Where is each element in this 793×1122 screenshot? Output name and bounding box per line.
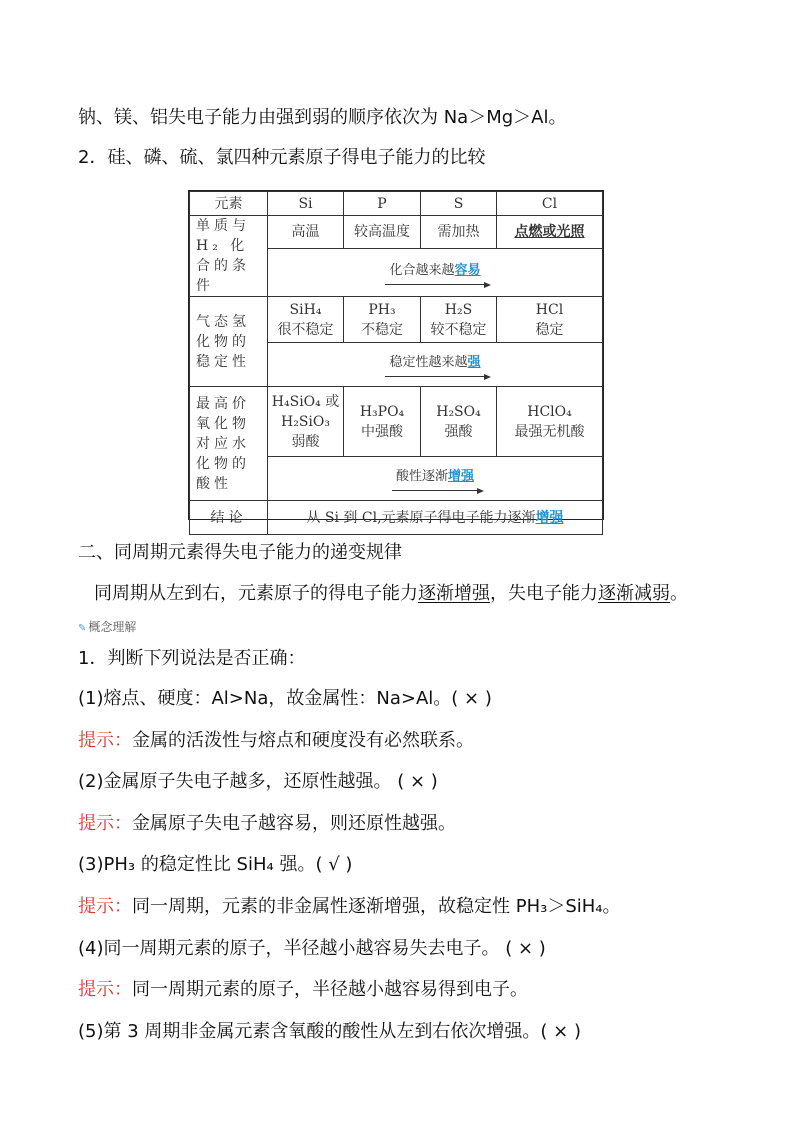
conclusion-text: 从 Si 到 Cl,元素原子得电子能力逐渐 (306, 509, 536, 526)
row-label: 单质与 H₂ 化合的条件 (190, 216, 268, 297)
row-label: 结论 (190, 501, 268, 535)
concept-tag (78, 618, 136, 635)
trend-cell (268, 343, 603, 387)
table-cell (344, 297, 421, 343)
body-text: ，失电子能力 (490, 583, 598, 604)
acidity: 最强无机酸 (514, 423, 585, 440)
table-header-cell: S (421, 192, 497, 216)
body-text: 。 (670, 583, 688, 604)
table-row (190, 216, 603, 249)
trend-arrow (396, 467, 474, 491)
formula: H₃PO₄ (359, 403, 405, 420)
hint-line (78, 895, 621, 919)
question-item: (2)金属原子失电子越多，还原性越强。 ( × ) (78, 771, 438, 792)
acidity: 中强酸 (361, 423, 403, 440)
table-header-cell: P (344, 192, 421, 216)
body-underline: 逐渐减弱 (598, 583, 670, 604)
table-cell (344, 387, 421, 457)
formula: HClO₄ (527, 403, 572, 420)
table-cell (497, 297, 603, 343)
table-cell: 较高温度 (344, 216, 421, 249)
formula: H₂SO₄ (436, 403, 481, 420)
formula: H₂SiO₃ (281, 413, 330, 430)
table-cell (268, 387, 344, 457)
stability: 不稳定 (361, 321, 403, 338)
table-header-cell: Cl (497, 192, 603, 216)
hint-text: 同一周期元素的原子，半径越小越容易得到电子。 (132, 979, 528, 1000)
row-label: 最高价氧化物对应水化物的酸性 (190, 387, 268, 501)
question-item: (3)PH₃ 的稳定性比 SiH₄ 强。( √ ) (78, 854, 353, 875)
table-cell (421, 297, 497, 343)
hint-label: 提示： (78, 730, 132, 751)
table-cell (497, 387, 603, 457)
table-cell-highlight: 点燃或光照 (497, 216, 603, 249)
table-row (190, 297, 603, 343)
table-header-cell: 元素 (190, 192, 268, 216)
body-text: 同周期从左到右，元素原子的得电子能力 (94, 583, 418, 604)
hint-line (78, 729, 474, 753)
trend-cell (268, 248, 603, 296)
hint-text: 同一周期，元素的非金属性逐渐增强，故稳定性 PH₃＞SiH₄。 (132, 896, 621, 917)
stability: 很不稳定 (277, 321, 334, 338)
trend-key: 容易 (454, 262, 481, 278)
formula: PH₃ (368, 301, 396, 318)
trend-arrow (389, 261, 480, 285)
formula: HCl (535, 301, 564, 318)
table-cell (421, 387, 497, 457)
stability: 稳定 (535, 321, 564, 338)
conclusion-cell (268, 501, 603, 535)
intro-line: 钠、镁、铝失电子能力由强到弱的顺序依次为 Na＞Mg＞Al。 (78, 107, 567, 128)
row-label: 气态氢化物的稳定性 (190, 297, 268, 387)
formula: SiH₄ (289, 301, 322, 318)
trend-text: 稳定性越来越 (389, 355, 468, 370)
hint-text: 金属原子失电子越容易，则还原性越强。 (132, 813, 456, 834)
table-row (190, 501, 603, 535)
stability: 较不稳定 (430, 321, 487, 338)
comparison-table (188, 190, 604, 526)
concept-tag-label: 概念理解 (88, 620, 137, 634)
hint-label: 提示： (78, 979, 132, 1000)
acidity: 强酸 (444, 423, 473, 440)
question-item: (1)熔点、硬度：Al>Na，故金属性：Na>Al。( × ) (78, 688, 492, 709)
section-title: 二、同周期元素得失电子能力的递变规律 (78, 542, 402, 563)
trend-text: 酸性逐渐 (395, 469, 448, 484)
trend-arrow (389, 353, 480, 377)
section-body (94, 582, 688, 606)
conclusion-key: 增强 (535, 509, 564, 526)
pencil-icon: ✎ (78, 623, 87, 634)
hint-text: 金属的活泼性与熔点和硬度没有必然联系。 (132, 730, 474, 751)
table-header-cell: Si (268, 192, 344, 216)
formula: H₄SiO₄ 或 (271, 393, 340, 410)
table-row (190, 387, 603, 457)
acidity: 弱酸 (291, 433, 320, 450)
trend-key: 强 (467, 355, 481, 370)
question-title: 1．判断下列说法是否正确： (78, 648, 306, 669)
table-cell: 需加热 (421, 216, 497, 249)
hint-line (78, 812, 456, 836)
hint-line (78, 978, 528, 1002)
table-row (190, 192, 603, 216)
table-cell: 高温 (268, 216, 344, 249)
hint-label: 提示： (78, 896, 132, 917)
trend-text: 化合越来越 (389, 262, 455, 278)
trend-cell (268, 457, 603, 501)
body-underline: 逐渐增强 (418, 583, 490, 604)
question-item: (5)第 3 周期非金属元素含氧酸的酸性从左到右依次增强。( × ) (78, 1021, 581, 1042)
formula: H₂S (444, 301, 473, 318)
section-heading-2: 2．硅、磷、硫、氯四种元素原子得电子能力的比较 (78, 147, 486, 168)
hint-label: 提示： (78, 813, 132, 834)
question-item: (4)同一周期元素的原子，半径越小越容易失去电子。 ( × ) (78, 938, 546, 959)
trend-key: 增强 (448, 469, 475, 484)
table-cell (268, 297, 344, 343)
